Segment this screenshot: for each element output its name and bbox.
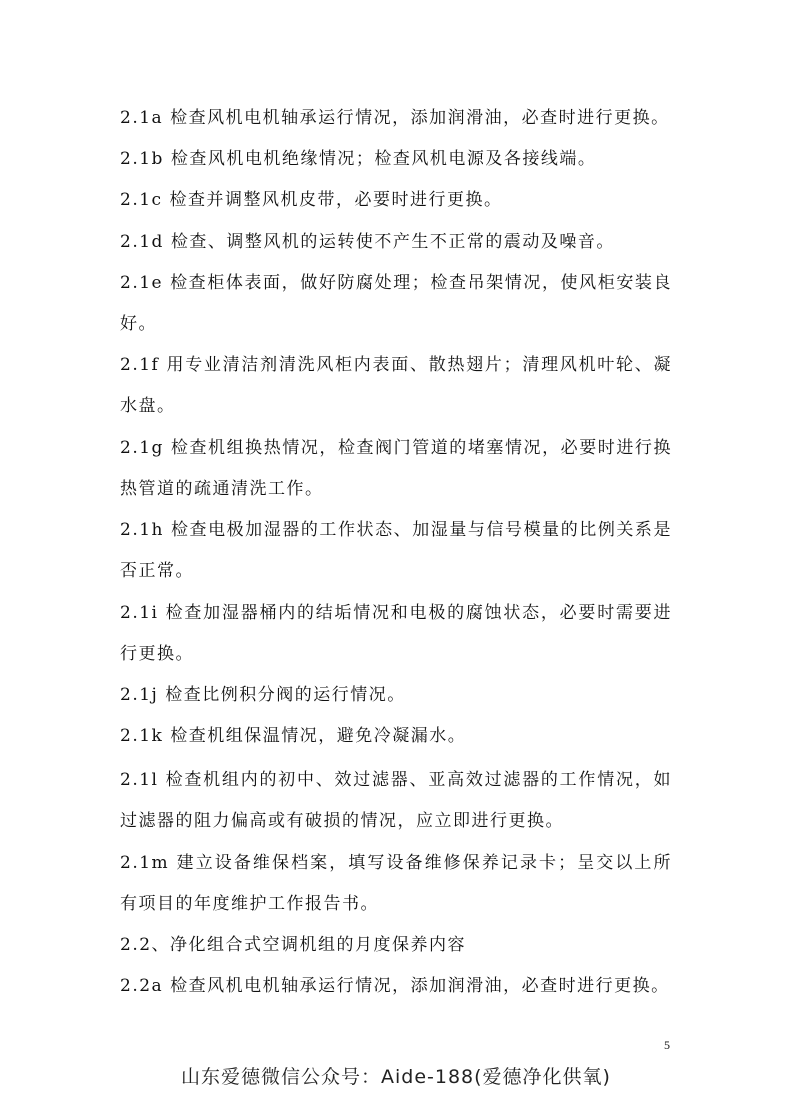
item-2-1a: 2.1a 检查风机电机轴承运行情况，添加润滑油，必查时进行更换。 (120, 108, 670, 128)
item-2-1k: 2.1k 检查机组保温情况，避免冷凝漏水。 (120, 726, 467, 746)
item-2-1b: 2.1b 检查风机电机绝缘情况；检查风机电源及各接线端。 (120, 149, 597, 169)
item-2-1h: 2.1h 检查电极加湿器的工作状态、加湿量与信号模量的比例关系是否正常。 (120, 520, 672, 581)
item-2-1c: 2.1c 检查并调整风机皮带，必要时进行更换。 (120, 190, 503, 210)
item-2-1d: 2.1d 检查、调整风机的运转使不产生不正常的震动及噪音。 (120, 232, 615, 252)
item-2-2a: 2.2a 检查风机电机轴承运行情况，添加润滑油，必查时进行更换。 (120, 976, 670, 996)
item-2-1j: 2.1j 检查比例积分阀的运行情况。 (120, 685, 406, 705)
item-2-1l: 2.1l 检查机组内的初中、效过滤器、亚高效过滤器的工作情况，如过滤器的阻力偏高或有破损的情况，应立即进行更换。 (120, 770, 672, 831)
footer-watermark: 山东爱德微信公众号：Aide-188(爱德净化供氧) (181, 1066, 611, 1088)
item-2-1e: 2.1e 检查柜体表面，做好防腐处理；检查吊架情况，使风柜安装良好。 (120, 273, 672, 334)
item-2-1i: 2.1i 检查加湿器桶内的结垢情况和电极的腐蚀状态，必要时需要进行更换。 (120, 603, 672, 664)
item-2-1f: 2.1f 用专业清洁剂清洗风柜内表面、散热翅片；清理风机叶轮、凝水盘。 (120, 355, 672, 416)
section-heading-2-2: 2.2、净化组合式空调机组的月度保养内容 (120, 935, 467, 955)
item-2-1g: 2.1g 检查机组换热情况，检查阀门管道的堵塞情况，必要时进行换热管道的疏通清洗工作。 (120, 438, 672, 499)
page-number: 5 (664, 1038, 670, 1052)
item-2-1m: 2.1m 建立设备维保档案，填写设备维修保养记录卡；呈交以上所有项目的年度维护工作报告书。 (120, 853, 672, 914)
